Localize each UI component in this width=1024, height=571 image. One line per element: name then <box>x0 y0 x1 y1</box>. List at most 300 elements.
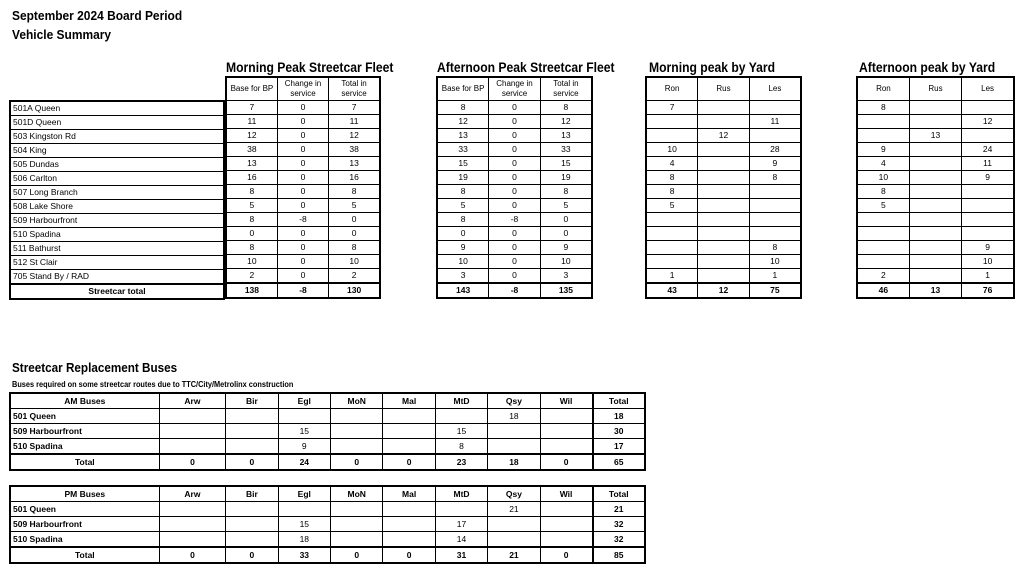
route-name: 509 Harbourfront <box>10 214 224 228</box>
column-header: Total in service <box>329 77 380 101</box>
value-cell: 0 <box>489 199 541 213</box>
total-cell: 0 <box>331 454 383 470</box>
value-cell: 7 <box>226 101 277 115</box>
table-row <box>437 213 592 227</box>
value-cell <box>698 157 750 171</box>
value-cell: 12 <box>226 129 277 143</box>
column-header: MoN <box>331 486 383 502</box>
column-header: Total <box>593 486 645 502</box>
table-row <box>10 409 645 424</box>
value-cell: 0 <box>277 185 328 199</box>
header-row <box>10 486 645 502</box>
value-cell <box>857 255 909 269</box>
value-cell: 0 <box>489 101 541 115</box>
table-row <box>10 502 645 517</box>
table-row <box>437 129 592 143</box>
total-row <box>10 284 224 299</box>
route-name: 501A Queen <box>10 101 224 116</box>
value-cell <box>159 424 226 439</box>
value-cell: 5 <box>329 199 380 213</box>
value-cell: 7 <box>329 101 380 115</box>
table-row <box>857 115 1014 129</box>
column-header: Les <box>962 77 1014 101</box>
value-cell: 9 <box>437 241 489 255</box>
value-cell <box>962 227 1014 241</box>
value-cell <box>909 115 961 129</box>
table-row <box>437 101 592 115</box>
table-row <box>10 130 224 144</box>
total-cell: 18 <box>488 454 540 470</box>
value-cell: 18 <box>278 532 330 548</box>
pm-buses-table <box>9 485 646 564</box>
bus-period-header: AM Buses <box>10 393 159 409</box>
table-row <box>226 115 380 129</box>
value-cell: 0 <box>489 129 541 143</box>
table-row <box>857 185 1014 199</box>
total-cell: 76 <box>962 283 1014 298</box>
value-cell: 1 <box>962 269 1014 284</box>
value-cell: 0 <box>489 255 541 269</box>
table-row <box>10 116 224 130</box>
morning-yard-header: Morning peak by Yard <box>649 60 776 75</box>
value-cell <box>749 129 801 143</box>
value-cell: 21 <box>593 502 645 517</box>
table-row <box>857 129 1014 143</box>
total-cell: 138 <box>226 283 277 298</box>
value-cell <box>331 409 383 424</box>
value-cell: 33 <box>437 143 489 157</box>
total-cell: 0 <box>226 454 278 470</box>
column-header: Rus <box>698 77 750 101</box>
value-cell: 8 <box>646 185 698 199</box>
value-cell: 24 <box>962 143 1014 157</box>
afternoon-yard-header: Afternoon peak by Yard <box>859 60 996 75</box>
value-cell <box>383 409 435 424</box>
value-cell: 0 <box>437 227 489 241</box>
value-cell: 15 <box>435 424 487 439</box>
route-name: 509 Harbourfront <box>10 517 159 532</box>
value-cell <box>646 129 698 143</box>
value-cell: 0 <box>489 115 541 129</box>
table-row <box>857 199 1014 213</box>
value-cell <box>962 101 1014 115</box>
column-header: Bir <box>226 486 278 502</box>
value-cell <box>226 439 278 455</box>
table-row <box>857 227 1014 241</box>
value-cell: 5 <box>646 199 698 213</box>
value-cell: 2 <box>857 269 909 284</box>
table-row <box>226 157 380 171</box>
value-cell: 10 <box>646 143 698 157</box>
column-header: Change in service <box>277 77 328 101</box>
value-cell: 16 <box>226 171 277 185</box>
table-row <box>226 213 380 227</box>
afternoon-yard-table <box>856 76 1015 299</box>
table-row <box>646 255 801 269</box>
value-cell: 8 <box>226 185 277 199</box>
value-cell: 17 <box>593 439 645 455</box>
table-row <box>10 144 224 158</box>
table-row <box>857 157 1014 171</box>
value-cell <box>226 517 278 532</box>
value-cell: 5 <box>437 199 489 213</box>
column-header: Mal <box>383 393 435 409</box>
value-cell: -8 <box>489 213 541 227</box>
route-name: 509 Harbourfront <box>10 424 159 439</box>
total-cell: 46 <box>857 283 909 298</box>
value-cell: 13 <box>540 129 592 143</box>
value-cell: 8 <box>857 185 909 199</box>
value-cell: 2 <box>329 269 380 284</box>
total-cell: 130 <box>329 283 380 298</box>
value-cell: 0 <box>489 157 541 171</box>
table-row <box>10 256 224 270</box>
value-cell <box>540 424 592 439</box>
table-row <box>226 241 380 255</box>
total-cell: 12 <box>698 283 750 298</box>
value-cell <box>749 199 801 213</box>
route-name: 511 Bathurst <box>10 242 224 256</box>
value-cell: 5 <box>857 199 909 213</box>
route-name: 501 Queen <box>10 502 159 517</box>
value-cell <box>909 171 961 185</box>
route-name: 503 Kingston Rd <box>10 130 224 144</box>
value-cell: 8 <box>857 101 909 115</box>
total-row <box>646 283 801 298</box>
total-cell: 135 <box>540 283 592 298</box>
table-row <box>857 101 1014 115</box>
value-cell <box>331 517 383 532</box>
value-cell: 15 <box>278 517 330 532</box>
value-cell <box>857 241 909 255</box>
table-row <box>10 532 645 548</box>
total-cell: 75 <box>749 283 801 298</box>
header-row <box>646 77 801 101</box>
value-cell <box>857 115 909 129</box>
value-cell: 5 <box>540 199 592 213</box>
table-row <box>226 199 380 213</box>
total-cell: 31 <box>435 547 487 563</box>
table-row <box>646 227 801 241</box>
buses-title: Streetcar Replacement Buses <box>12 360 178 375</box>
value-cell: 0 <box>277 171 328 185</box>
route-name: 507 Long Branch <box>10 186 224 200</box>
value-cell: 0 <box>329 213 380 227</box>
table-row <box>437 115 592 129</box>
value-cell <box>646 241 698 255</box>
value-cell: 0 <box>277 157 328 171</box>
afternoon-fleet-header: Afternoon Peak Streetcar Fleet <box>437 60 615 75</box>
table-row <box>226 269 380 284</box>
value-cell <box>909 185 961 199</box>
value-cell: 8 <box>749 241 801 255</box>
streetcar-total-label: Streetcar total <box>10 284 224 299</box>
value-cell <box>435 502 487 517</box>
value-cell <box>488 532 540 548</box>
bus-period-header: PM Buses <box>10 486 159 502</box>
value-cell <box>159 439 226 455</box>
value-cell <box>698 199 750 213</box>
value-cell: 21 <box>488 502 540 517</box>
value-cell: 9 <box>278 439 330 455</box>
value-cell: 30 <box>593 424 645 439</box>
page-subtitle: Vehicle Summary <box>12 27 112 42</box>
morning-fleet-header: Morning Peak Streetcar Fleet <box>226 60 394 75</box>
table-row <box>437 143 592 157</box>
value-cell: 0 <box>489 171 541 185</box>
table-row <box>226 101 380 115</box>
value-cell <box>962 199 1014 213</box>
total-cell: 24 <box>278 454 330 470</box>
value-cell: 4 <box>646 157 698 171</box>
route-name: 510 Spadina <box>10 439 159 455</box>
column-header: Base for BP <box>226 77 277 101</box>
value-cell <box>331 532 383 548</box>
value-cell: 4 <box>857 157 909 171</box>
column-header: Total in service <box>540 77 592 101</box>
table-row <box>857 143 1014 157</box>
value-cell <box>488 439 540 455</box>
value-cell <box>488 424 540 439</box>
value-cell <box>857 227 909 241</box>
table-row <box>437 171 592 185</box>
table-row <box>10 242 224 256</box>
value-cell <box>698 185 750 199</box>
value-cell <box>646 227 698 241</box>
value-cell: 32 <box>593 517 645 532</box>
column-header: Les <box>749 77 801 101</box>
total-row <box>857 283 1014 298</box>
value-cell: 8 <box>540 101 592 115</box>
value-cell <box>159 409 226 424</box>
value-cell: 10 <box>437 255 489 269</box>
value-cell <box>488 517 540 532</box>
morning-fleet-table <box>225 76 381 299</box>
column-header: MtD <box>435 393 487 409</box>
header-row <box>226 77 380 101</box>
value-cell: 1 <box>749 269 801 284</box>
total-cell: 21 <box>488 547 540 563</box>
value-cell: 8 <box>437 101 489 115</box>
value-cell <box>698 101 750 115</box>
total-cell: 0 <box>540 454 592 470</box>
value-cell <box>540 532 592 548</box>
total-cell: 0 <box>383 454 435 470</box>
table-row <box>857 213 1014 227</box>
column-header: Wil <box>540 486 592 502</box>
table-row <box>10 172 224 186</box>
route-name: 510 Spadina <box>10 532 159 548</box>
table-row <box>10 439 645 455</box>
table-row <box>10 101 224 116</box>
value-cell: 0 <box>226 227 277 241</box>
value-cell: 15 <box>278 424 330 439</box>
value-cell: 8 <box>329 185 380 199</box>
table-row <box>226 255 380 269</box>
total-cell: 23 <box>435 454 487 470</box>
total-cell: 0 <box>540 547 592 563</box>
total-row <box>437 283 592 298</box>
value-cell: 0 <box>277 115 328 129</box>
value-cell: 19 <box>437 171 489 185</box>
value-cell <box>226 502 278 517</box>
table-row <box>646 171 801 185</box>
value-cell: 18 <box>488 409 540 424</box>
table-row <box>10 214 224 228</box>
table-row <box>646 199 801 213</box>
value-cell: 38 <box>226 143 277 157</box>
table-row <box>10 424 645 439</box>
value-cell <box>646 213 698 227</box>
value-cell: 15 <box>437 157 489 171</box>
value-cell: 12 <box>540 115 592 129</box>
table-row <box>437 269 592 284</box>
value-cell <box>540 439 592 455</box>
table-row <box>10 200 224 214</box>
column-header: Qsy <box>488 393 540 409</box>
afternoon-fleet-table <box>436 76 593 299</box>
value-cell: 32 <box>593 532 645 548</box>
value-cell <box>226 409 278 424</box>
value-cell: 0 <box>277 199 328 213</box>
column-header: MtD <box>435 486 487 502</box>
value-cell <box>278 409 330 424</box>
value-cell: 16 <box>329 171 380 185</box>
value-cell: 9 <box>962 171 1014 185</box>
value-cell: 0 <box>277 143 328 157</box>
column-header: Change in service <box>489 77 541 101</box>
value-cell: 11 <box>749 115 801 129</box>
total-cell: 65 <box>593 454 645 470</box>
value-cell <box>226 532 278 548</box>
value-cell: 14 <box>435 532 487 548</box>
column-header: MoN <box>331 393 383 409</box>
value-cell: 7 <box>646 101 698 115</box>
route-names-table <box>9 100 225 300</box>
value-cell <box>540 502 592 517</box>
table-row <box>437 185 592 199</box>
table-row <box>10 270 224 285</box>
table-row <box>857 255 1014 269</box>
table-row <box>10 158 224 172</box>
value-cell: 10 <box>226 255 277 269</box>
total-cell: -8 <box>489 283 541 298</box>
column-header: Arw <box>159 393 226 409</box>
table-row <box>10 186 224 200</box>
value-cell <box>159 517 226 532</box>
total-row <box>226 283 380 298</box>
value-cell: 0 <box>489 143 541 157</box>
total-cell: 0 <box>331 547 383 563</box>
total-cell: 43 <box>646 283 698 298</box>
value-cell: -8 <box>277 213 328 227</box>
value-cell: 9 <box>749 157 801 171</box>
table-row <box>226 171 380 185</box>
value-cell <box>909 143 961 157</box>
value-cell <box>278 502 330 517</box>
value-cell <box>698 227 750 241</box>
value-cell <box>646 115 698 129</box>
value-cell <box>383 502 435 517</box>
header-row <box>10 393 645 409</box>
value-cell <box>909 199 961 213</box>
table-row <box>646 185 801 199</box>
value-cell <box>540 517 592 532</box>
total-row <box>10 547 645 563</box>
value-cell <box>698 255 750 269</box>
table-row <box>226 185 380 199</box>
table-row <box>646 101 801 115</box>
value-cell: 0 <box>277 129 328 143</box>
value-cell <box>383 532 435 548</box>
route-name: 510 Spadina <box>10 228 224 242</box>
value-cell <box>159 532 226 548</box>
value-cell <box>962 213 1014 227</box>
value-cell: 13 <box>437 129 489 143</box>
value-cell: 0 <box>489 185 541 199</box>
table-row <box>646 241 801 255</box>
value-cell: 0 <box>489 227 541 241</box>
route-name: 504 King <box>10 144 224 158</box>
value-cell: 8 <box>226 213 277 227</box>
value-cell: 0 <box>489 269 541 284</box>
value-cell <box>698 143 750 157</box>
value-cell: 8 <box>435 439 487 455</box>
value-cell <box>909 157 961 171</box>
value-cell <box>909 269 961 284</box>
value-cell: 13 <box>226 157 277 171</box>
value-cell <box>540 409 592 424</box>
value-cell: 19 <box>540 171 592 185</box>
route-name: 512 St Clair <box>10 256 224 270</box>
total-row <box>10 454 645 470</box>
value-cell <box>749 101 801 115</box>
value-cell <box>698 213 750 227</box>
value-cell: 11 <box>962 157 1014 171</box>
value-cell: 33 <box>540 143 592 157</box>
value-cell: 3 <box>540 269 592 284</box>
value-cell: 12 <box>962 115 1014 129</box>
column-header: Qsy <box>488 486 540 502</box>
value-cell <box>749 213 801 227</box>
value-cell: 0 <box>489 241 541 255</box>
value-cell <box>159 502 226 517</box>
value-cell: 0 <box>277 101 328 115</box>
column-header: Bir <box>226 393 278 409</box>
value-cell <box>383 424 435 439</box>
value-cell: 28 <box>749 143 801 157</box>
value-cell <box>331 439 383 455</box>
total-cell: 0 <box>159 454 226 470</box>
total-label: Total <box>10 454 159 470</box>
header-row <box>437 77 592 101</box>
value-cell: 10 <box>749 255 801 269</box>
value-cell: 17 <box>435 517 487 532</box>
column-header: Wil <box>540 393 592 409</box>
total-cell: 0 <box>159 547 226 563</box>
buses-subtitle: Buses required on some streetcar routes due to TTC/City/Metrolinx construction <box>12 380 294 389</box>
value-cell: 8 <box>329 241 380 255</box>
value-cell: 8 <box>646 171 698 185</box>
value-cell: 9 <box>540 241 592 255</box>
column-header: Base for BP <box>437 77 489 101</box>
route-name: 501 Queen <box>10 409 159 424</box>
am-buses-table <box>9 392 646 471</box>
route-name: 705 Stand By / RAD <box>10 270 224 285</box>
table-row <box>10 517 645 532</box>
page-title: September 2024 Board Period <box>12 8 183 23</box>
total-cell: -8 <box>277 283 328 298</box>
